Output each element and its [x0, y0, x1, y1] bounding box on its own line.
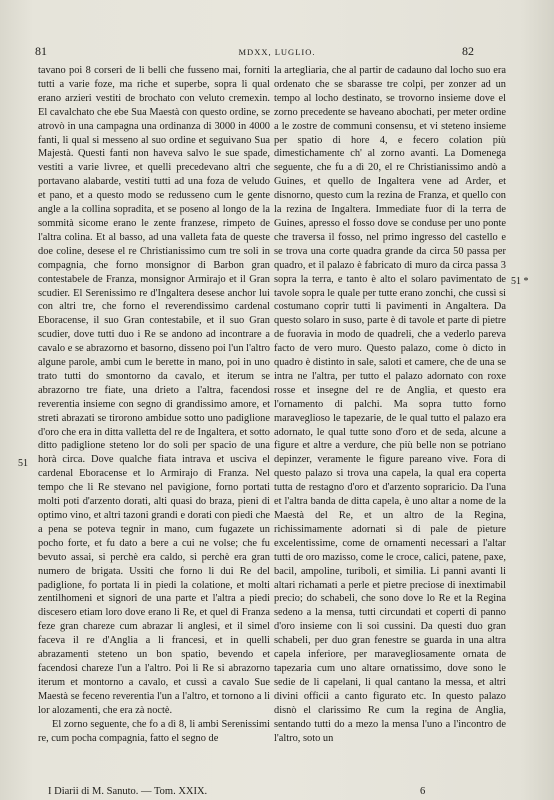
right-margin-note: 51 *: [511, 276, 529, 287]
paragraph: la artegliaria, che al partir de cadauno dal locho suo era ordenato che se sbarasse tre colpi, per zonzer ad un tempo al locho destinato, se trovorno insieme dove el zorno precedente se haveano abochati, per meter ordine a le zostre de communi consensu, et vi steteno insieme per spatio di hore 4, e fecero colation più dimestichamente ch' al zorno avanti. La Domenega seguente, che fu a dì 20, el re Christianissimo andò a Guines, et quello de Ingaltera vene ad Arder, et disnorno, questo cum la rezina de Franza, et quello con la rezina de Ingaltera. Immediate fuor di la terra de Guines, apresso el fosso dove se conduse per uno ponte che traversa il fosso, nel primo ingresso del castello e se trova una corte quadra grande da circa 50 passa per quadro, et il palazo è fabricato di muro da circa passa 3 sopra la terra, e tanto è alto el solaro pavimentato de tavole sopra le quale per tutte erano zonchi, che cussì si costumano coprir tutti li pavimenti in Angaltera. Da questo solaro in suso, parte è di tavole et parte di pietre de fuoravia in modo de quadreli, che a vederlo pareva facto de vero muro. Questo palazo, come ò dicto in quadro è distinto in sale, saloti et camere, che de una se intra ne l'altra, per tutto el palazo adornato con roxe rosse et insegne del re de Anglia, et questo era l'ornamento di palchi. Ma sopra tutto forno maraveglioso le tapezarie, de le qual tutto el palazo era adornato, le qual tutte sono d'oro et de seda, alcune a figure et altre a verdure, che più belle non se potriano depinzer, veramente le figure pareano vive. Fora di questo palazo si trova una capela, la qual era coperta tutta de restagno d'oro et d'arzento sopraricio. Da l'una et l'altra banda de ditta capela, è uno altar a nome de la Maestà del Re, et un altro de la Regina, richissimamente adornati sì di pale de pieture excelentissime, come de ornamenti necessari a l'altar tutti de oro mazisso, come le croce, calici, patene, paxe, bacil, ampoline, turiboli, et similia. Li panni avanti li altari richamati a perle et pietre preciose di inextimabil precio; do schabeli, che sono dove lo Re et la Regina sedeno a la mensa, tutti circundati et coperti di panno d'oro insieme con li soi cussini. Da questi duo gran schabeli, per duo gran fenestre se guarda in una altra capela inferiore, per maravegliosamente ornata de tapezaria cum uno altare ornatissimo, dove sono le sedie de li capelani, li qual cantano la messa, et altri divini officii a canto figurato etc. In questo palazo disnò el clarissimo Re cum la regina de Anglia, sentando tutti do a mezo la mensa l'uno a l'incontro de l'altro, soto un: [274, 65, 506, 744]
paragraph: tavano poi 8 corseri de li belli che fusseno mai, forniti tutti a varie foze, ma riche et superbe, sopra li qual erano arzieri vestiti de brochato con veluto cremexin. El cavalchato che ebe Sua Maestà con questo ordine, se atrovò in una campagna una ordinanza di 3000 in 4000 fanti, li qual si messeno al suo ordine et seguivano Sua Majestà. Questi fanti non haveva salvo le sue spade, vestiti a varie livree, et quelli precedevano altri che portavano alabarde, vestiti tutti ad una foza de veludo et pano, et a questo modo se redusseno cum le gente angle a la collina sopradita, et se poseno al longo de la sommità sicome erano le zente franzese, rimpeto de l'altra colina. Et al basso, ad una valleta fata de queste doe coline, desese el re Christianissimo cum tre soli in compagnia, che forno monsignor di Barbon gran contestabele de Franza, monsignor Armirajo et il Gran scudier. El Serenissimo re d'Ingaltera desese anchor lui con altri tre, che forno el reverendissimo cardenal Eboracense, il suo Gran contestabile, et il suo Gran scudier, dove tutti duo i Re se andono ad incontrare a cavalo e se abrazorno et basorno, disseno poi l'un l'altro algune parole, ambi cum le berette in mano, poi in uno trato tutti do smontorno da cavalo, et iterum se abrazorno tre fiate, una drieto a l'altra, facendosi reverentia insieme con segno di grandissimo amore, et streti abrazati se tirorono ambidue sotto uno padiglione d'oro che era in ditta valletta del re de Ingaltera, et sotto ditto padiglione steteno lor do soli per spacio de una horà circa. Dove qualche fiata intrava et usciva el cardenal Eboracense et lo Armirajo di Franza. Nel tempo che li Re stevano nel pavigione, forno portati molti poti d'arzento dorati, alti quasi do braza, pieni di optimo vino, et altri tazoni grandi e dorati con piedi che a pena se poteva tegnir in mano, cum fugazete un pocho forte, et fu dato a bere a cui ne volse; che fu bevuto assai, si perchè era caldo, si perchè era gran numero de brigata. Ussiti che forno li dui Re del padiglione, fo portata li in piedi la colatione, et molti zentilhomeni et signori de una parte et l'altra a piedi discesero etiam loro dove erano li Re, et quel di Franza feze gran chareze cum abrazar li anglesi, et il simel faceva il re d'Anglia a li francesi, et in quelli abrazamenti steteno un bon spatio, bevendo et facendosi chareze l'un a l'altro. Poi li Re si abrazorno iterum et montorno a cavalo, et cussì a cavalo Sue Maestà se feceno reverentia l'un a l'altro, et tornono a li lor alozamenti, che era zà noctè.: [38, 65, 270, 716]
left-page-number: 81: [35, 44, 47, 58]
left-margin-note: 51: [18, 458, 28, 469]
right-text-column: [274, 64, 506, 745]
paragraph: El zorno seguente, che fo a dì 8, li ambi Serenissimi re, cum pocha compagnia, fatto el segno de: [38, 718, 270, 744]
left-text-column: [38, 64, 270, 745]
signature-mark: 6: [420, 786, 426, 797]
footer-title: I Diarii di M. Sanuto. — Tom. XXIX.: [48, 786, 208, 797]
right-page-number: 82: [462, 44, 474, 58]
running-header: MDXX, LUGLIO.: [238, 47, 316, 57]
